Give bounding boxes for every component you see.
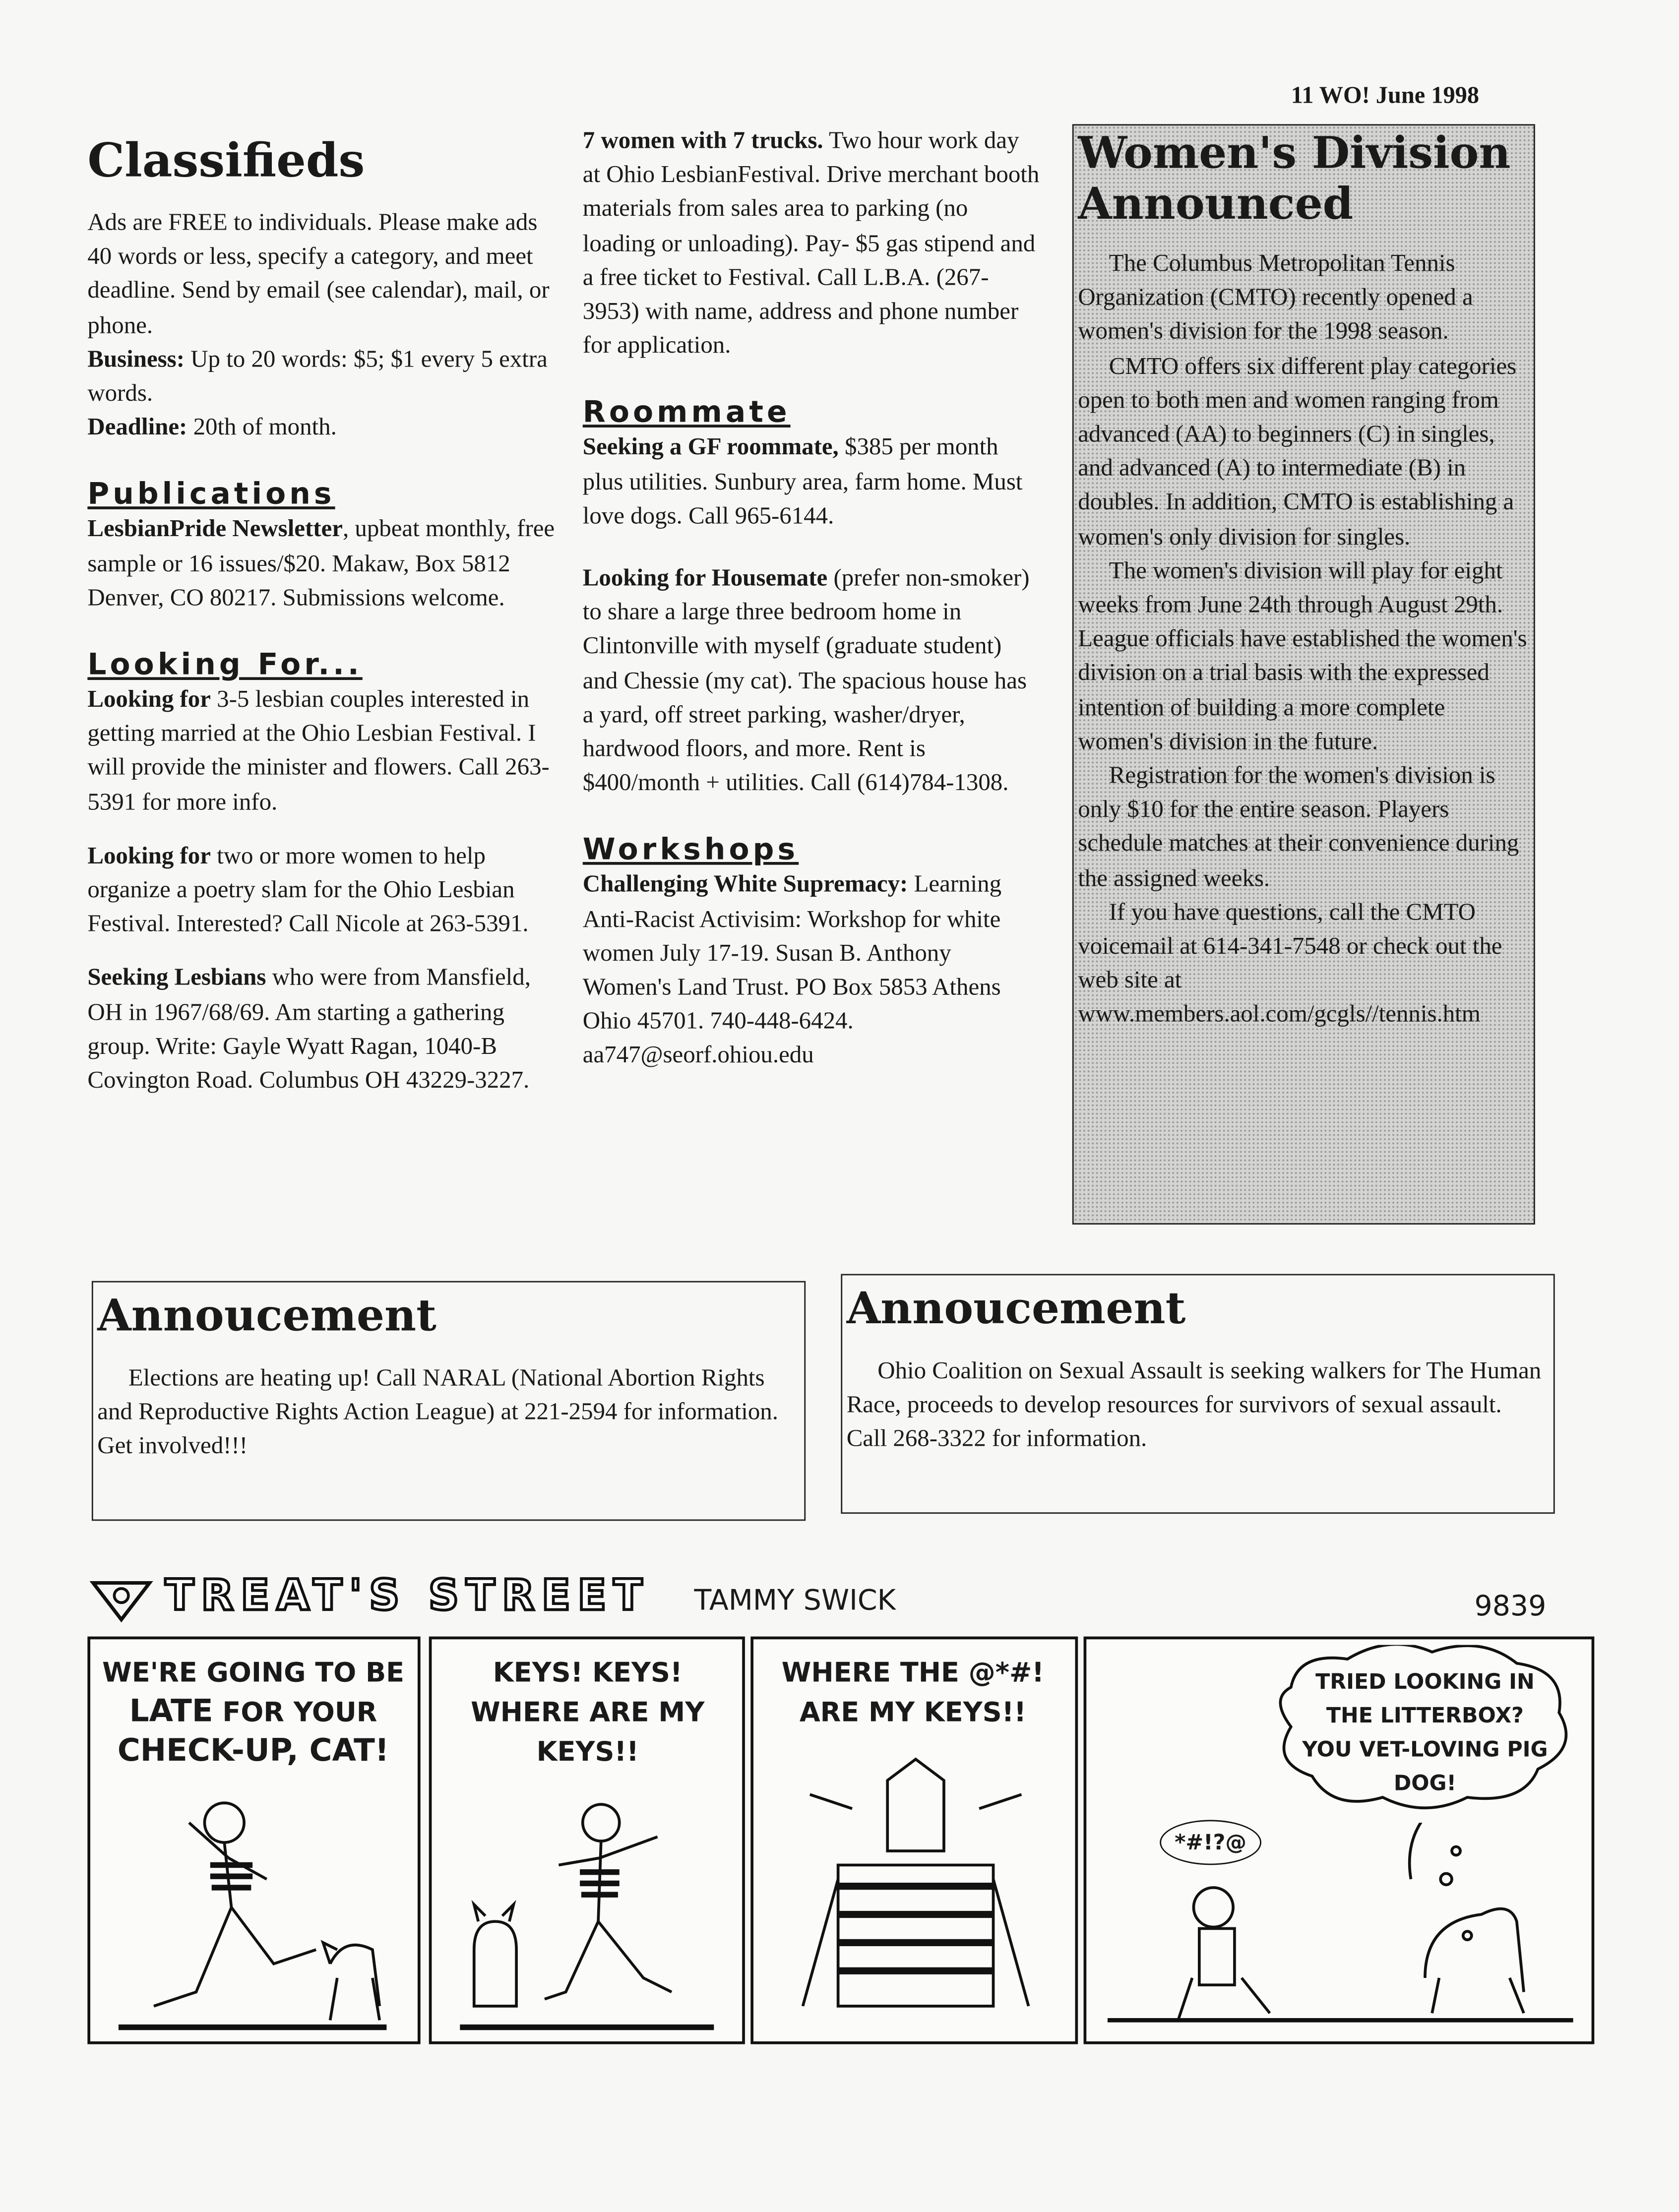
speech-text: WHERE THE @*#! ARE MY KEYS!! (781, 1658, 1044, 1728)
article-paragraph: The women's division will play for eight weeks from June 24th through August 29th. League officials have established the women's division on a trial basis with the expressed intention of building a more complete women's division in the future. (1078, 557, 1527, 755)
comic-author: TAMMY SWICK (694, 1583, 896, 1617)
ad-lead: Seeking a GF roommate, (582, 433, 839, 461)
business-label: Business: (87, 345, 185, 372)
roommate-heading: Roommate (582, 395, 791, 430)
comic-panel-2 (429, 1637, 745, 2044)
announcement-box-sexual-assault (841, 1274, 1555, 1514)
classified-ad (583, 868, 1041, 1073)
looking-for-heading: Looking For... (87, 647, 363, 681)
deadline-text: 20th of month. (187, 414, 337, 441)
article-paragraph: CMTO offers six different play categories open to both men and women ranging from advanced (AA) to beginners (C) in singles, and advanced (A) to intermediate (B) in doubles. In addition, CMTO is establishing a women's only division for singles. (1078, 352, 1517, 550)
comic-panel-1 (87, 1637, 420, 2044)
speech-line: FOR YOUR (213, 1697, 377, 1728)
speech-text (102, 1654, 405, 1772)
workshops-heading: Workshops (582, 833, 799, 867)
announcement-title: Annoucement (97, 1290, 436, 1342)
classified-ad (87, 839, 561, 942)
ad-lead: Looking for (87, 685, 211, 713)
deadline (87, 411, 561, 445)
ad-lead: 7 women with 7 trucks. (582, 127, 823, 154)
business-text: Up to 20 words: $5; $1 every 5 extra words. (87, 345, 548, 407)
ad-lead: Seeking Lesbians (87, 964, 266, 991)
comic-strip (87, 1569, 1597, 2048)
speech-emphasis: LATE (129, 1694, 213, 1730)
ad-text: who were from Mansfield, OH in 1967/68/69. Am starting a gathering group. Write: Gayle Wyatt Ragan, 1040-B Covington Road. Columbus OH 43229-3227. (87, 964, 531, 1094)
ad-lead: LesbianPride Newsletter (87, 515, 343, 543)
thought-text: TRIED LOOKING IN THE LITTERBOX? YOU VET-LOVING PIG DOG! (1302, 1669, 1548, 1796)
classified-ad (583, 561, 1041, 800)
comic-panel-4 (1084, 1637, 1595, 2044)
ad-text: , upbeat monthly, free sample or 16 issues/$20. Makaw, Box 5812 Denver, CO 80217. Submissions welcome. (87, 515, 555, 611)
comic-logo-icon (87, 1574, 155, 1625)
classified-ad (583, 124, 1041, 363)
announcement-box-naral (92, 1281, 806, 1521)
classifieds-title: Classifieds (87, 132, 365, 188)
tennis-article-box (1072, 124, 1535, 1225)
article-paragraph: If you have questions, call the CMTO voicemail at 614-341-7548 or check out the web site at www.members.aol.com/gcgls//tennis.htm (1078, 898, 1502, 1028)
article-paragraph: Registration for the women's division is only $10 for the entire season. Players schedule matches at their convenience during the assigned weeks. (1078, 762, 1519, 891)
ad-text: 3-5 lesbian couples interested in getting married at the Ohio Lesbian Festival. I will provide the minister and flowers. Call 263-5391 for more info. (87, 685, 550, 815)
ad-text: (prefer non-smoker) to share a large three bedroom home in Clintonville with myself (graduate student) and Chessie (my cat). The spacious house has a yard, off street parking, washer/dryer, hardwood floors, and more. Rent is $400/month + utilities. Call (614)784-1308. (582, 564, 1030, 797)
running-person-and-cat-drawing (90, 1781, 418, 2041)
ad-lead: Looking for (87, 842, 211, 869)
classified-ad (583, 431, 1041, 534)
business-rates (87, 343, 561, 411)
speech-line: CHECK-UP, CAT! (117, 1733, 389, 1770)
classifieds-column (87, 130, 561, 1098)
article-paragraph: The Columbus Metropolitan Tennis Organization (CMTO) recently opened a women's division for the 1998 season. (1078, 249, 1473, 345)
announcement-text: Elections are heating up! Call NARAL (National Abortion Rights and Reproductive Rights Action League) at 221-2594 for information. Get involved!!! (97, 1364, 778, 1460)
ad-text: Two hour work day at Ohio LesbianFestival. Drive merchant booth materials from sales area to parking (no loading or unloading). Pay- $5 gas stipend and a free ticket to Festival. Call L.B.A. (267-3953) with name, address and phone number for application. (582, 127, 1040, 359)
person-and-cat-drawing (1086, 1823, 1591, 2041)
comic-number: 9839 (1474, 1588, 1547, 1623)
ad-text: $385 per month plus utilities. Sunbury area, farm home. Must love dogs. Call 965-6144. (582, 433, 1023, 529)
searching-person-and-cat-drawing (432, 1781, 742, 2041)
ad-lead: Challenging White Supremacy: (582, 871, 908, 898)
tennis-title: Women's Division Announced (1078, 128, 1511, 230)
announcement-text: Ohio Coalition on Sexual Assault is seeking walkers for The Human Race, proceeds to develop resources for survivors of sexual assault. Call 268-3322 for information. (846, 1357, 1542, 1453)
ad-text: two or more women to help organize a poetry slam for the Ohio Lesbian Festival. Interested? Call Nicole at 263-5391. (87, 842, 529, 937)
comic-title: TREAT'S STREET (165, 1571, 650, 1621)
publications-heading: Publications (87, 477, 335, 511)
classified-ad (87, 961, 561, 1098)
frustrated-person-drawing (753, 1752, 1075, 2041)
deadline-label: Deadline: (87, 414, 187, 441)
speech-text: KEYS! KEYS! WHERE ARE MY KEYS!! (471, 1658, 705, 1768)
announcement-title: Annoucement (846, 1284, 1186, 1335)
tennis-body (1074, 230, 1534, 1033)
angry-thought: *#!?@ (1160, 1820, 1261, 1865)
ad-lead: Looking for Housemate (582, 564, 828, 591)
page-folio: 11 WO! June 1998 (1291, 81, 1480, 109)
comic-panel-3 (750, 1637, 1078, 2044)
classifieds-intro: Ads are FREE to individuals. Please make ads 40 words or less, specify a category, and meet deadline. Send by email (see calendar), mail, or phone. (87, 208, 550, 338)
classified-ad (87, 683, 561, 819)
publication-ad (87, 513, 561, 615)
classifieds-column-2 (583, 124, 1041, 1073)
speech-line: WE'RE GOING TO BE (102, 1658, 405, 1689)
ad-text: Learning Anti-Racist Activisim: Workshop for white women July 17-19. Susan B. Anthony Women's Land Trust. PO Box 5853 Athens Ohio 45701. 740-448-6424. aa747@seorf.ohiou.edu (582, 871, 1002, 1069)
